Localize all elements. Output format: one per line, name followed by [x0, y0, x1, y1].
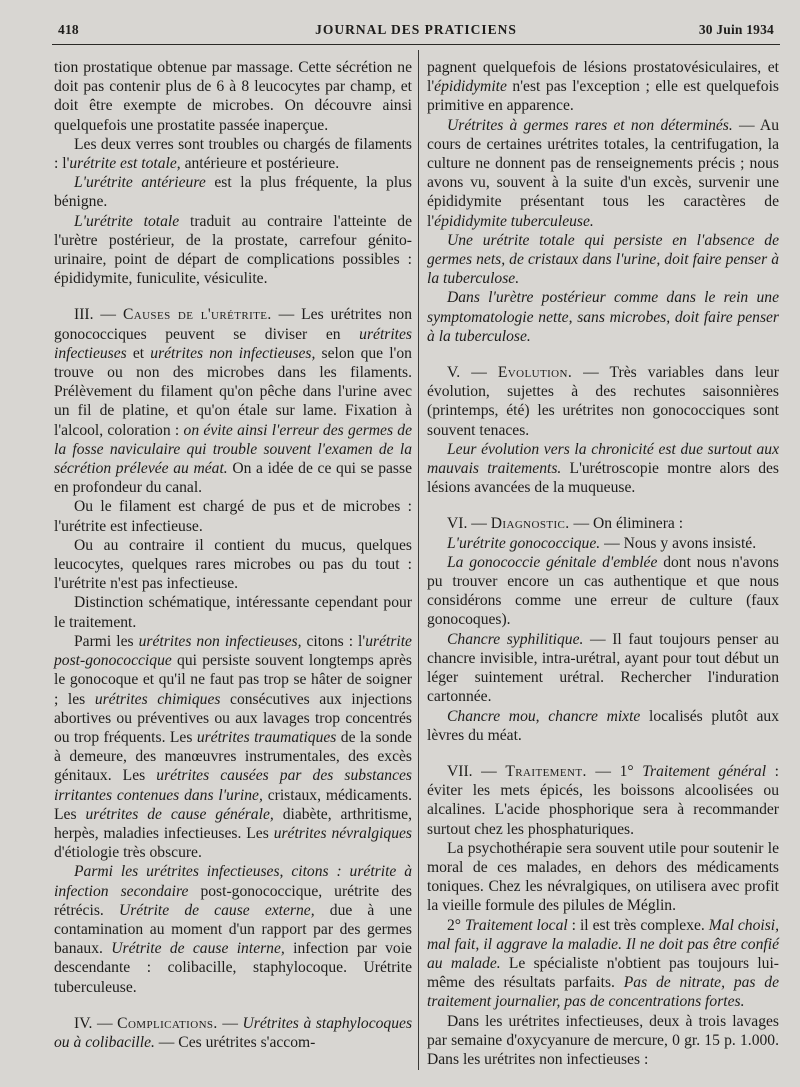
right-column: [427, 58, 779, 1069]
section-treatment: VII. — Traitement. — 1° Traitement général : éviter les mets épicés, les boissons alcoolisées ou alcalines. L'acide phosphorique sera à recommander surtout chez les phosphaturiques.: [427, 762, 780, 838]
paragraph-genital-gonococcia: La gonococcie génitale d'emblée dont nous n'avons pu trouver encore un cas authentique et que nous considérons comme une erreur de culture (faux gonocoques).: [427, 553, 779, 629]
left-column: [54, 58, 412, 1052]
paragraph-psychotherapy: La psychothérapie sera souvent utile pour soutenir le moral de ces malades, en dehors des médicaments toniques. Chez les névralgiques, on utilisera avec profit la vieille formule des pilules de Méglin.: [427, 839, 779, 915]
paragraph-rare-germs: Urétrites à germes rares et non déterminés. — Au cours de certaines urétrites totales, la centrifugation, la culture ne donnent pas de renseignements précis ; nous avons vu, souvent à la suite d'un excès, survenir une épididymite présentant tous les caractères de l'épididymite tuberculeuse.: [427, 116, 779, 230]
paragraph-infectious-filament: Ou le filament est chargé de pus et de microbes : l'urétrite est infectieuse.: [54, 498, 412, 535]
paragraph-prostatic-secretion: tion prostatique obtenue par massage. Cette sécrétion ne doit pas contenir plus de 6 à 8 leucocytes par champ, et doit être exempte de microbes. On découvre ainsi quelquefois une prostatite passée inaperçue.: [54, 59, 412, 134]
paragraph-total-urethritis: L'urétrite totale traduit au contraire l'atteinte de l'urètre postérieur, de la prostate, carrefour génito-urinaire, point de départ de complications possibles : épididymite, funiculite, vésiculite.: [54, 212, 412, 288]
paragraph-chronicity: Leur évolution vers la chronicité est due surtout aux mauvais traitements. L'urétroscopie montre alors des lésions avancées de la muqueuse.: [427, 440, 779, 497]
column-divider: [418, 50, 419, 1070]
section-heading-treatment: Traitement.: [505, 762, 587, 780]
journal-title: JOURNAL DES PRATICIENS: [315, 22, 517, 37]
section-complications: IV. — Complications. — Urétrites à staphylocoques ou à colibacille. — Ces urétrites s'accom-: [54, 1014, 413, 1051]
paragraph-non-infectious-filament: Ou au contraire il contient du mucus, quelques leucocytes, quelques rares microbes ou pas du tout : l'urétrite n'est pas infectieuse.: [54, 536, 412, 593]
section-causes: III. — Causes de l'urétrite. — Les urétrites non gonococciques peuvent se diviser en urétrites infectieuses et urétrites non infectieuses, selon que l'on trouve ou non des microbes dans les filaments. Prélèvement du filament qu'on pêche dans l'urine avec un fil de platine, et qu'on étale sur lame. Fixation à l'alcool, coloration : on évite ainsi l'erreur des germes de la fosse naviculaire qui trouble souvent l'examen de la sécrétion prélevée au méat. On a idée de ce qui se passe en profondeur du canal.: [54, 306, 413, 497]
paragraph-continuation: pagnent quelquefois de lésions prostatovésiculaires, et l'épididymite n'est pas l'exception ; elle est quelquefois primitive en apparence.: [427, 59, 779, 115]
header-rule: [52, 44, 780, 45]
paragraph-distinction: Distinction schématique, intéressante cependant pour le traitement.: [54, 594, 412, 631]
page-number: 418: [58, 22, 79, 37]
section-heading-causes: Causes de l'urétrite.: [122, 306, 272, 324]
paragraph-two-glasses: Les deux verres sont troubles ou chargés de filaments : l'urétrite est totale, antérieure et postérieure.: [54, 135, 412, 173]
section-heading-evolution: Evolution.: [497, 364, 573, 382]
paragraph-local-treatment: 2° Traitement local : il est très complexe. Mal choisi, mal fait, il aggrave la maladie. Il ne doit pas être confié au malade. Le spécialiste n'obtient pas toujours lui-même des résultats parfaits. Pas de nitrate, pas de traitement journalier, pas de concentrations fortes.: [427, 916, 780, 1011]
paragraph-anterior-urethritis: L'urétrite antérieure est la plus fréquente, la plus bénigne.: [54, 174, 412, 211]
paragraph-non-infectious-list: Parmi les urétrites non infectieuses, citons : l'urétrite post-gonococcique qui persiste souvent longtemps après le gonocoque et qu'il ne faut pas trop se hâter de soigner ; les urétrites chimiques consécutives aux injections abortives ou préventives ou aux lavages trop concentrés ou trop fréquents. Les urétrites traumatiques de la sonde à demeure, des manœuvres instrumentales, des excès génitaux. Les urétrites causées par des substances irritantes contenues dans l'urine, cristaux, médicaments. Les urétrites de cause générale, diabète, arthritisme, herpès, maladies infectieuses. Les urétrites névralgiques d'étiologie très obscure.: [54, 632, 413, 862]
paragraph-soft-chancre: Chancre mou, chancre mixte localisés plutôt aux lèvres du méat.: [427, 707, 779, 744]
section-heading-complications: Complications.: [117, 1014, 218, 1032]
paragraph-posterior-urethra: Dans l'urètre postérieur comme dans le rein une symptomatologie nette, sans microbes, doit faire penser à la tuberculose.: [427, 289, 779, 345]
paragraph-infectious-list: Parmi les urétrites infectieuses, citons : urétrite à infection secondaire post-gonococcique, urétrite des rétrécis. Urétrite de cause externe, due à une contamination au moment d'un rapport par des germes banaux. Urétrite de cause interne, infection par voie descendante : colibacille, staphylocoque. Urétrite tuberculeuse.: [54, 863, 413, 996]
section-diagnostic: VI. — Diagnostic. — On éliminera :: [447, 515, 684, 533]
section-heading-diagnostic: Diagnostic.: [490, 515, 570, 533]
issue-date: 30 Juin 1934: [698, 22, 774, 37]
paragraph-persisting-total: Une urétrite totale qui persiste en l'absence de germes nets, de cristaux dans l'urine, doit faire penser à la tuberculose.: [427, 231, 779, 288]
paragraph-syphilitic-chancre: Chancre syphilitique. — Il faut toujours penser au chancre invisible, intra-urétral, ayant pour tout début un léger suintement urétral. Rechercher l'induration cartonnée.: [427, 630, 779, 706]
paragraph-lavages: Dans les urétrites infectieuses, deux à trois lavages par semaine d'oxycyanure de mercure, 0 gr. 15 p. 1.000. Dans les urétrites non infectieuses :: [427, 1012, 779, 1068]
section-evolution: V. — Evolution. — Très variables dans leur évolution, sujettes à des rechutes saisonnières (printemps, été) les urétrites non gonococciques sont souvent tenaces.: [427, 364, 780, 439]
running-header: [58, 22, 774, 44]
paragraph-gonococcal: L'urétrite gonococcique. — Nous y avons insisté.: [447, 534, 757, 552]
